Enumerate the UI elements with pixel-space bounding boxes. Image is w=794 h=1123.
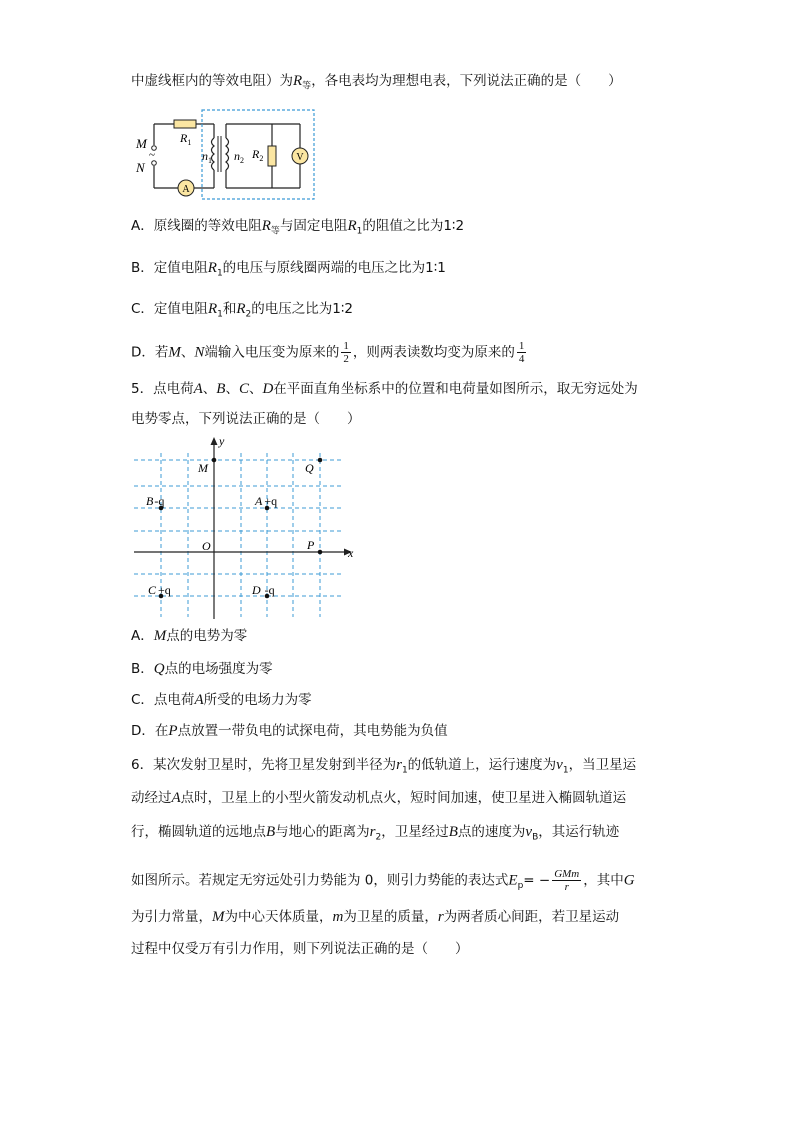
n1-label: $n_1$ bbox=[202, 149, 212, 165]
q6-line-5: 为引力常量，M为中心天体质量，m为卫星的质量，r为两者质心间距，若卫星运动 bbox=[131, 909, 620, 925]
origin-label: O bbox=[202, 539, 211, 553]
x-axis-label: x bbox=[348, 546, 354, 560]
q6-line-4: 如图所示。若规定无穷远处引力势能为 0，则引力势能的表达式$E_p=$ − $\frac{\text{GMm}}{r}$ ，其中G bbox=[131, 868, 635, 893]
y-axis-label: y bbox=[219, 434, 225, 448]
point-m-label: M bbox=[198, 461, 208, 475]
transformer-circuit-diagram bbox=[130, 108, 330, 203]
ac-source-icon: ~ bbox=[149, 149, 155, 161]
r1-label: $R_1$ bbox=[180, 131, 192, 147]
q4-option-a: A．原线圈的等效电阻$R_等$与固定电阻$R_1$的阻值之比为1∶2 bbox=[131, 218, 465, 237]
q6-line-2: 动经过A点时，卫星上的小型火箭发动机点火，短时间加速，使卫星进入椭圆轨道运 bbox=[131, 790, 627, 806]
q5-line-2: 电势零点，下列说法正确的是（ ） bbox=[131, 411, 361, 427]
charge-a-label: A +q bbox=[255, 494, 278, 508]
q5-line-1: 5．点电荷A、B、C、D在平面直角坐标系中的位置和电荷量如图所示，取无穷远处为 bbox=[131, 381, 638, 397]
q4-intro: 中虚线框内的等效电阻）为$R_等$，各电表均为理想电表，下列说法正确的是（ ） bbox=[131, 73, 622, 92]
q4-option-b: B．定值电阻$R_1$的电压与原线圈两端的电压之比为1∶1 bbox=[131, 260, 446, 279]
resistor-r2 bbox=[268, 146, 276, 166]
q5-option-a: A．M点的电势为零 bbox=[131, 628, 248, 644]
point-m bbox=[212, 458, 217, 463]
point-q bbox=[318, 458, 323, 463]
n2-label: $n_2$ bbox=[234, 149, 244, 165]
terminal-m-label: M bbox=[136, 136, 147, 151]
q6-line-6: 过程中仅受万有引力作用，则下列说法正确的是（ ） bbox=[131, 941, 469, 957]
charge-c-label: C +q bbox=[148, 583, 171, 597]
point-q-label: Q bbox=[305, 461, 314, 475]
y-axis-arrow-icon bbox=[211, 437, 218, 445]
q5-option-b: B．Q点的电场强度为零 bbox=[131, 661, 273, 677]
q6-line-1: 6．某次发射卫星时，先将卫星发射到半径为$r_1$的低轨道上，运行速度为$v_1$，当卫星运 bbox=[131, 757, 637, 776]
voltmeter-label: V bbox=[296, 152, 304, 163]
charge-b-label: B-q bbox=[146, 494, 165, 508]
ammeter-label: A bbox=[182, 184, 190, 195]
q6-line-3: 行，椭圆轨道的远地点B与地心的距离为$r_2$，卫星经过B点的速度为$v_B$，其运行轨迹 bbox=[131, 824, 620, 843]
charge-d-label: D -q bbox=[252, 583, 275, 597]
q5-option-d: D．在P点放置一带负电的试探电荷，其电势能为负值 bbox=[131, 723, 448, 739]
potential-energy-fraction: $\frac{\text{GMm}}{r}$ bbox=[554, 868, 580, 893]
point-p-label: P bbox=[307, 538, 315, 552]
r2-label: $R_2$ bbox=[252, 147, 264, 163]
point-charge-coordinate-graph bbox=[130, 433, 360, 623]
q4-option-c: C．定值电阻$R_1$和$R_2$的电压之比为1∶2 bbox=[131, 301, 353, 320]
resistor-r1 bbox=[174, 120, 196, 128]
fraction-one-quarter: $\frac{1}{4}$ bbox=[518, 340, 525, 365]
fraction-one-half: $\frac{1}{2}$ bbox=[343, 340, 349, 365]
q5-option-c: C．点电荷A所受的电场力为零 bbox=[131, 692, 312, 708]
terminal-n-label: N bbox=[136, 160, 145, 175]
q4-option-d: D．若M、N端输入电压变为原来的 $\frac{1}{2}$ ，则两表读数均变为原来的 $\frac{1}{4}$ bbox=[131, 340, 525, 365]
point-p bbox=[318, 550, 323, 555]
